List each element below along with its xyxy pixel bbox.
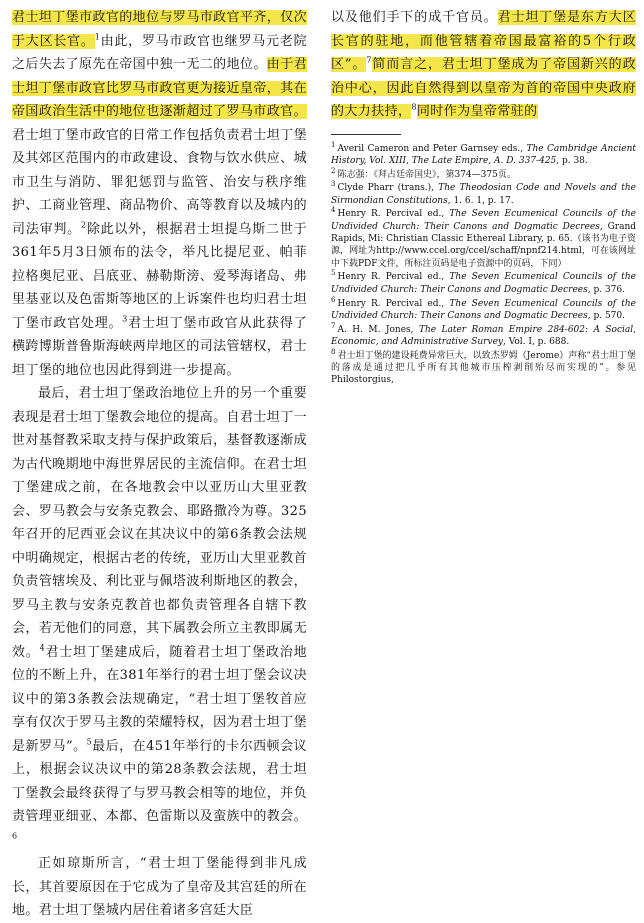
- body-text: 君士坦丁堡建成后，随着君士坦丁堡政治地位的不断上升，在381年举行的君士坦丁堡会议决议中的第3条教会法规确定，“君士坦丁堡牧首应享有仅次于罗马主教的荣耀特权，因为君士坦丁堡是新罗马”。: [12, 644, 307, 754]
- paragraph-3: [12, 852, 307, 923]
- footnote-ref[interactable]: 7: [366, 55, 372, 65]
- footnote-ref[interactable]: 8: [411, 102, 417, 112]
- footnote-ref[interactable]: 3: [122, 314, 128, 324]
- paragraph-2: [12, 382, 307, 852]
- footnote-ref[interactable]: 6: [12, 831, 18, 841]
- footnote-ref[interactable]: 5: [86, 737, 93, 747]
- paragraph-1: [12, 6, 307, 382]
- body-text: 君士坦丁堡市政官从此获得了横跨博斯普鲁斯海峡两岸地区的司法管辖权，君士坦丁堡的地位也因此得到进一步提高。: [12, 315, 308, 378]
- footnote-ref[interactable]: 1: [94, 32, 101, 42]
- highlighted-text: 简而言之，君士坦丁堡成为了帝国新兴的政治中心，因此自然得到以皇帝为首的帝国中央政府的大力扶持，: [331, 57, 636, 119]
- body-text: 以及他们手下的成千官员。: [331, 10, 498, 25]
- footnote-2: $^2$ 陈志强：《拜占廷帝国史》，第374—375页。: [331, 166, 516, 180]
- highlighted-text: 君士坦丁堡是东方大区长官的驻地，而他管辖着帝国最富裕的5个行政区”。: [331, 10, 636, 72]
- highlighted-text: 君士坦丁堡市政官的地位与罗马市政官平齐，仅次于大区长官。: [12, 10, 307, 49]
- right-column: [331, 6, 636, 388]
- footnote-ref[interactable]: 2: [80, 220, 87, 230]
- footnotes: [331, 140, 636, 387]
- footnote-5: $^5$ Henry R. Percival ed., The Seven Ecumenical Councils of the Undivided Church: Their Canons and Dogmatic Decrees, p. 376.: [331, 269, 636, 295]
- body-text: 由此，罗马市政官也继罗马元老院之后失去了原先在帝国中独一无二的地位。: [12, 33, 307, 72]
- footnote-6: $^6$ Henry R. Percival ed., The Seven Ecumenical Councils of the Undivided Church: Their Canons and Dogmatic Decrees, p. 570.: [331, 295, 636, 321]
- footnote-4: $^4$ Henry R. Percival ed., The Seven Ecumenical Councils of the Undivided Church: Their Canons and Dogmatic Decrees, Grand Rapids, Mi: Christian Classic Ethereal Library, p. 65.（该书为电子资源，网址为http://www.ccel.org/ccel/schaff/npnf214.html，可在该网址中下载PDF文件，所标注页码是电子资源中的页码，下同）: [331, 206, 636, 269]
- body-text: 最后，在451年举行的卡尔西顿会议上，根据会议决议中的第28条教会法规，君士坦丁堡教会最终获得了与罗马教会相等的地位，并负责管理亚细亚、本都、色雷斯以及蛮族中的教会。: [12, 738, 307, 824]
- footnote-3: $^3$ Clyde Pharr (trans.), The Theodosian Code and Novels and the Sirmondian Constitutions, 1. 6. 1, p. 17.: [331, 180, 636, 206]
- highlighted-text: 由于君士坦丁堡市政官比罗马市政官更为接近皇帝，其在帝国政治生活中的地位也逐渐超过了罗马市政官。: [12, 57, 307, 119]
- footnote-divider: [331, 134, 401, 135]
- paragraph-continued: [331, 6, 636, 124]
- footnote-7: $^7$ A. H. M. Jones, The Later Roman Empire 284-602: A Social, Economic, and Administrative Survey, Vol. I, p. 688.: [331, 321, 636, 347]
- left-column: [12, 6, 307, 923]
- body-text: 君士坦丁堡市政官的日常工作包括负责君士坦丁堡及其郊区范围内的市政建设、食物与饮水供应、城市卫生与消防、罪犯惩罚与监管、治安与秩序维护、工商业管理、商品物价、高等教育以及城内的司法审判。: [12, 127, 307, 237]
- body-text: 最后，君士坦丁堡政治地位上升的另一个重要表现是君士坦丁堡教会地位的提高。自君士坦丁一世对基督教采取支持与保护政策后，基督教逐渐成为古代晚期地中海世界居民的主流信仰。在君士坦丁堡建成之前，在各地教会中以亚历山大里亚教会、罗马教会与安条克教会、耶路撒冷为尊。325年召开的尼西亚会议在其决议中的第6条教会法规中明确规定，根据古老的传统，亚历山大里亚教首负责管辖埃及、利比亚与佩塔波利斯地区的教会，罗马主教与安条克教首也都负责管理各自辖下教会，若无他们的同意，其下属教会所立主教即属无效。: [12, 386, 307, 660]
- body-text: 正如琼斯所言，“君士坦丁堡能得到非凡成长，其首要原因在于它成为了皇帝及其宫廷的所在地。君士坦丁堡城内居住着诸多宫廷大臣: [12, 856, 307, 918]
- footnote-1: $^1$ Averil Cameron and Peter Garnsey eds., The Cambridge Ancient History, Vol. XIII, The Late Empire, A. D. 337-425, p. 38.: [331, 140, 636, 166]
- footnote-ref[interactable]: 4: [39, 643, 46, 653]
- footnote-8: $^8$ 君士坦丁堡的建设耗费异常巨大，以致杰罗姆（Jerome）声称“君士坦丁堡的落成是通过把几乎所有其他城市压榨剥削殆尽而实现的”。参见Philostorgius,: [331, 347, 636, 386]
- highlighted-text: 同时作为皇帝常驻的: [416, 104, 538, 119]
- body-text: 除此以外，根据君士坦提乌斯二世于361年5月3日颁布的法令，举凡比提尼亚、帕菲拉格奥尼亚、吕底亚、赫勒斯滂、爱琴海诸岛、弗里基亚以及色雷斯等地区的上诉案件也均归君士坦丁堡市政官处理。: [12, 221, 307, 331]
